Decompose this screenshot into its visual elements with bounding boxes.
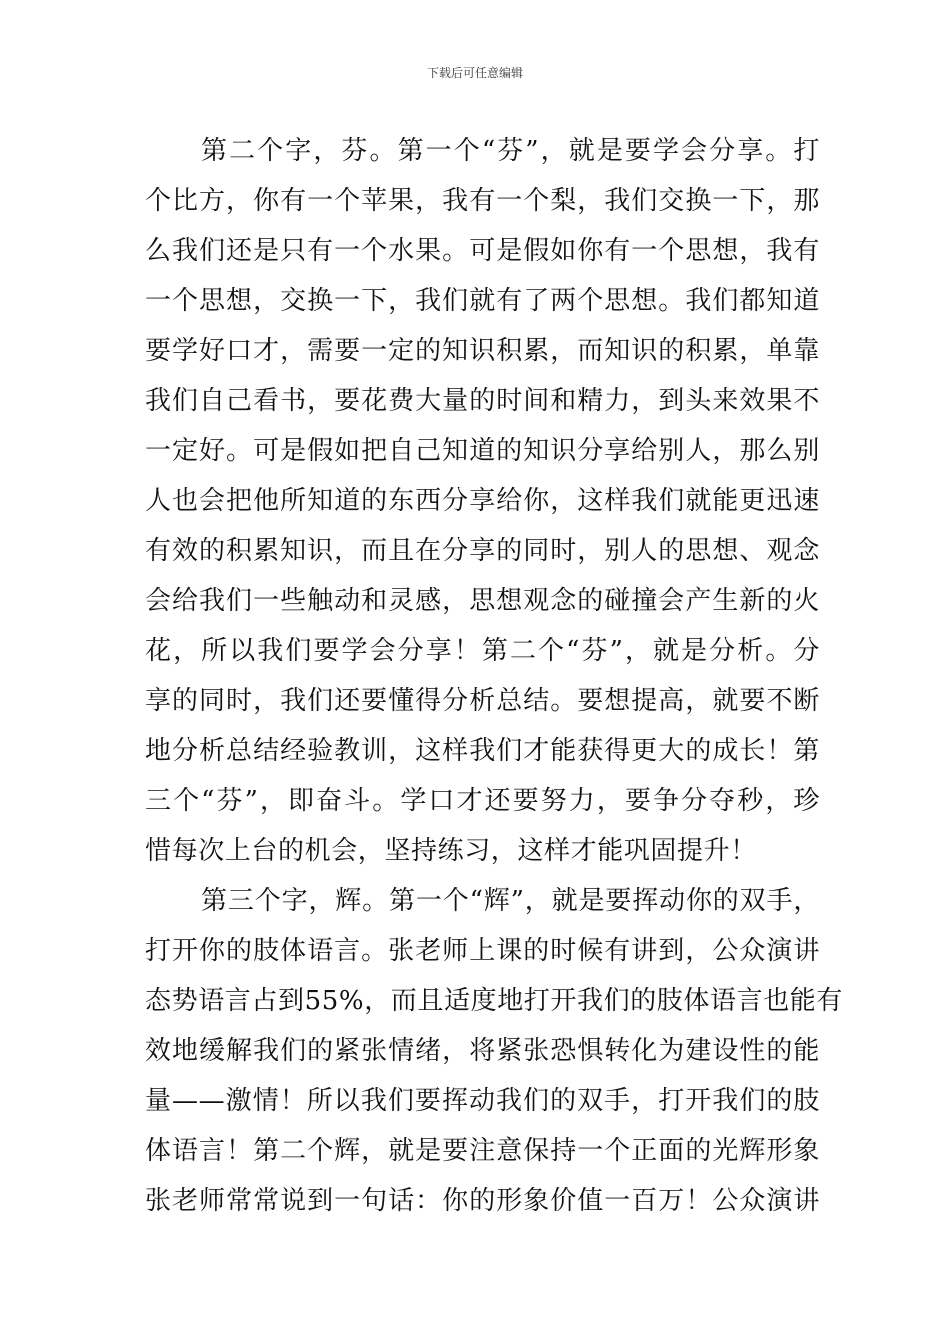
paragraph-2-line-1: 第三个字，辉。第一个“辉”，就是要挥动你的双手， — [201, 886, 820, 916]
paragraph-2-line-5: 量——激情！所以我们要挥动我们的双手，打开我们的肢 — [145, 1086, 820, 1116]
paragraph-1-line-9: 有效的积累知识，而且在分享的同时，别人的思想、观念 — [145, 536, 820, 566]
paragraph-1-line-2: 个比方，你有一个苹果，我有一个梨，我们交换一下，那 — [145, 186, 820, 216]
paragraph-1-line-13: 地分析总结经验教训，这样我们才能获得更大的成长！第 — [145, 736, 820, 766]
paragraph-1-line-14: 三个“芬”，即奋斗。学口才还要努力，要争分夺秒，珍 — [145, 786, 820, 816]
paragraph-1-line-7: 一定好。可是假如把自己知道的知识分享给别人，那么别 — [145, 436, 820, 466]
paragraph-2-line-4: 效地缓解我们的紧张情绪，将紧张恐惧转化为建设性的能 — [145, 1036, 820, 1066]
paragraph-1-line-11: 花，所以我们要学会分享！第二个“芬”，就是分析。分 — [145, 636, 820, 666]
paragraph-1-line-3: 么我们还是只有一个水果。可是假如你有一个思想，我有 — [145, 236, 820, 266]
paragraph-1-line-4: 一个思想，交换一下，我们就有了两个思想。我们都知道 — [145, 286, 820, 316]
paragraph-2-line-6: 体语言！第二个辉，就是要注意保持一个正面的光辉形象 — [145, 1136, 820, 1166]
paragraph-2-line-2: 打开你的肢体语言。张老师上课的时候有讲到，公众演讲 — [145, 936, 820, 966]
page-header: 下载后可任意编辑 — [426, 66, 523, 80]
paragraph-1-line-6: 我们自己看书，要花费大量的时间和精力，到头来效果不 — [145, 386, 820, 416]
paragraph-1-line-5: 要学好口才，需要一定的知识积累，而知识的积累，单靠 — [145, 336, 820, 366]
paragraph-1-line-10: 会给我们一些触动和灵感，思想观念的碰撞会产生新的火 — [145, 586, 820, 616]
paragraph-2-line-3: 态势语言占到55%，而且适度地打开我们的肢体语言也能有 — [145, 986, 843, 1016]
document-body — [145, 126, 843, 1226]
paragraph-1-line-12: 享的同时，我们还要懂得分析总结。要想提高，就要不断 — [145, 686, 820, 716]
paragraph-2-line-7: 张老师常常说到一句话：你的形象价值一百万！公众演讲 — [145, 1186, 820, 1216]
paragraph-1-line-8: 人也会把他所知道的东西分享给你，这样我们就能更迅速 — [145, 486, 820, 516]
paragraph-1-line-1: 第二个字，芬。第一个“芬”，就是要学会分享。打 — [201, 136, 820, 166]
paragraph-1-line-15: 惜每次上台的机会，坚持练习，这样才能巩固提升！ — [145, 836, 757, 866]
